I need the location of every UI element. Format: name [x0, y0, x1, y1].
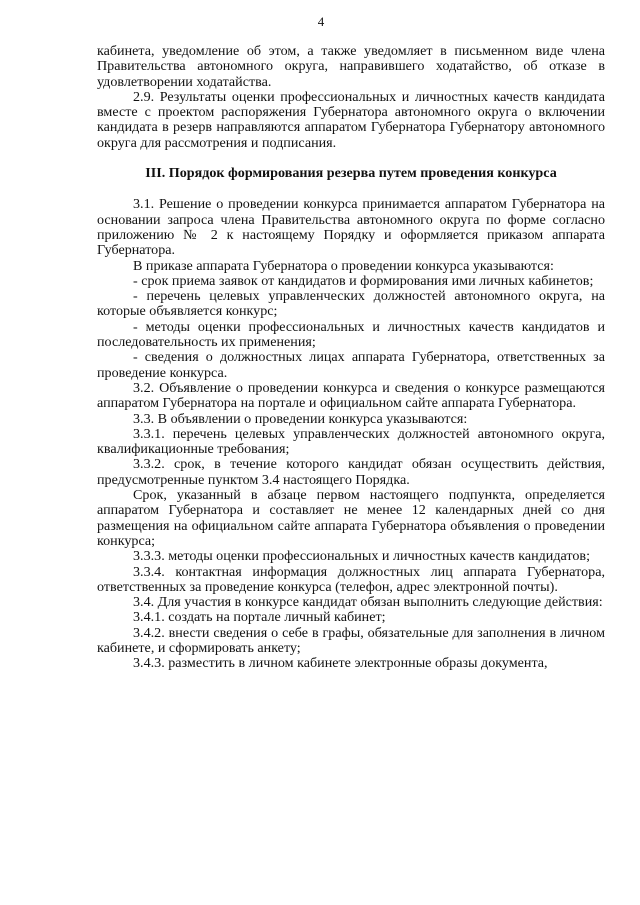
paragraph-deadline-detail: Срок, указанный в абзаце первом настоящего подпункта, определяется аппаратом Губернатора и составляет не менее 12 календарных дней со дня размещения на официальном сайте аппарата Губернатора объявления о проведении конкурса;	[97, 487, 605, 549]
paragraph-3-4: 3.4. Для участия в конкурсе кандидат обязан выполнить следующие действия:	[133, 594, 603, 611]
paragraph-3-3-4: 3.3.4. контактная информация должностных лиц аппарата Губернатора, ответственных за проведение конкурса (телефон, адрес электронной почты).	[97, 563, 605, 595]
paragraph-3-3: 3.3. В объявлении о проведении конкурса указываются:	[133, 410, 468, 427]
page-number: 4	[317, 14, 325, 29]
paragraph-3-1: 3.1. Решение о проведении конкурса принимается аппаратом Губернатора на основании запроса члена Правительства автономного округа по форме согласно приложению № 2 к настоящему Порядку и оформляется приказом аппарата Губернатора.	[97, 196, 605, 259]
document-body	[97, 44, 605, 672]
paragraph-3-3-3: 3.3.3. методы оценки профессиональных и личностных качеств кандидатов;	[133, 548, 591, 565]
paragraph-3-3-2: 3.3.2. срок, в течение которого кандидат обязан осуществить действия, предусмотренные пунктом 3.4 настоящего Порядка.	[97, 456, 605, 488]
paragraph-3-4-2: 3.4.2. внести сведения о себе в графы, обязательные для заполнения в личном кабинете, и сформировать анкету;	[97, 624, 605, 656]
paragraph-2-9: 2.9. Результаты оценки профессиональных и личностных качеств кандидата вместе с проектом распоряжения Губернатора автономного округа о включении кандидата в резерв направляются аппаратом Губернатора Губернатору автономного округа для рассмотрения и подписания.	[97, 88, 605, 151]
paragraph-continuation: кабинета, уведомление об этом, а также уведомляет в письменном виде члена Правительства автономного округа, направившего ходатайство, об отказе в удовлетворении ходатайства.	[97, 43, 605, 90]
paragraph-order-intro: В приказе аппарата Губернатора о проведении конкурса указываются:	[133, 257, 554, 274]
list-item-positions: - перечень целевых управленческих должностей автономного округа, на которые объявляется конкурс;	[97, 288, 605, 320]
paragraphs-after-heading	[97, 197, 605, 671]
paragraph-3-2: 3.2. Объявление о проведении конкурса и сведения о конкурсе размещаются аппаратом Губернатора на портале и официальном сайте аппарата Губернатора.	[97, 379, 605, 412]
paragraph-3-4-3: 3.4.3. разместить в личном кабинете электронные образы документа,	[133, 655, 548, 672]
paragraphs-before-heading	[97, 44, 605, 151]
list-item-methods: - методы оценки профессиональных и личностных качеств кандидатов и последовательность их применения;	[97, 318, 605, 351]
section-heading: III. Порядок формирования резерва путем проведения конкурса	[145, 165, 557, 182]
list-item-deadline: - срок приема заявок от кандидатов и формирования ими личных кабинетов;	[133, 272, 594, 289]
paragraph-3-4-1: 3.4.1. создать на портале личный кабинет;	[133, 609, 386, 626]
list-item-officials: - сведения о должностных лицах аппарата Губернатора, ответственных за проведение конкурса.	[97, 349, 605, 381]
paragraph-3-3-1: 3.3.1. перечень целевых управленческих должностей автономного округа, квалификационные требования;	[97, 425, 605, 458]
